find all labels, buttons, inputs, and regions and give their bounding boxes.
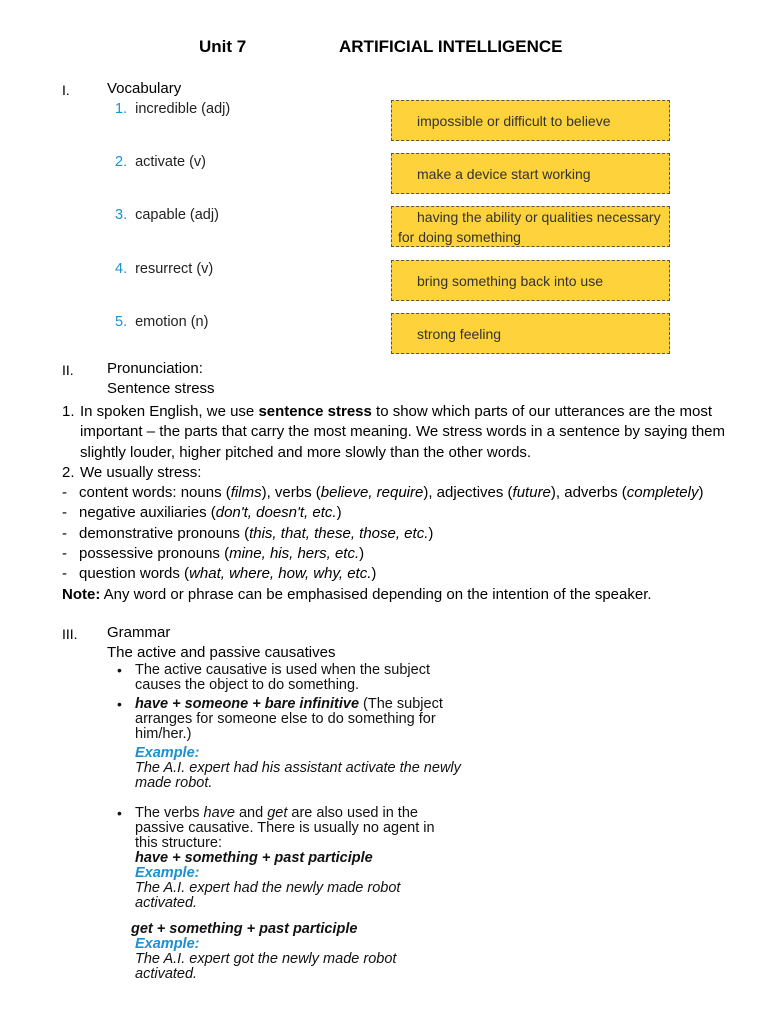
vocab-word-2 bbox=[115, 154, 206, 170]
section-title-vocabulary: Vocabulary bbox=[107, 80, 182, 97]
note-text: Any word or phrase can be emphasised depending on the intention of the speaker. bbox=[100, 585, 652, 603]
pronunciation-point-1: 1. In spoken English, we use sentence stress to show which parts of our utterances are the most important – the parts that carry the most meaning. We stress words in a sentence by saying them slightly louder, higher pitched and more slowly than the other words. bbox=[62, 403, 726, 461]
example-label: Example: bbox=[135, 936, 200, 952]
definition-text: impossible or difficult to believe bbox=[417, 112, 611, 129]
stress-item-negative-auxiliaries: - negative auxiliaries (don't, doesn't, etc.) bbox=[62, 503, 762, 523]
vocab-number: 4. bbox=[115, 261, 128, 277]
stress-item-demonstrative-pronouns: - demonstrative pronouns (this, that, these, those, etc.) bbox=[62, 524, 762, 544]
definition-box-3 bbox=[391, 206, 670, 247]
vocab-word-1 bbox=[115, 101, 230, 117]
definition-box-4 bbox=[391, 260, 670, 301]
grammar-point-have-someone: • have + someone + bare infinitive (The subject arranges for someone else to do something for him/her.) bbox=[117, 696, 443, 742]
vocab-number: 3. bbox=[115, 207, 128, 223]
unit-label: Unit 7 bbox=[199, 37, 247, 56]
list-dash: - bbox=[62, 504, 67, 522]
definition-text: bring something back into use bbox=[417, 272, 603, 289]
section-subtitle-grammar: The active and passive causatives bbox=[107, 644, 336, 661]
formula-have-something: have + something + past participle bbox=[135, 850, 373, 866]
pronunciation-note bbox=[62, 585, 762, 605]
note-label: Note: bbox=[62, 585, 101, 603]
pronunciation-notes bbox=[62, 402, 762, 605]
definition-box-5 bbox=[391, 313, 670, 354]
formula-have-someone: have + someone + bare infinitive bbox=[135, 696, 360, 712]
definition-text: make a device start working bbox=[417, 165, 591, 182]
definition-text: having the ability or qualities necessary for doing something bbox=[398, 208, 661, 245]
grammar-point-get-something: get + something + past participle Example: The A.I. expert got the newly made robot activated. bbox=[131, 921, 397, 982]
section-number-grammar: III. bbox=[62, 626, 78, 642]
example-label: Example: bbox=[135, 865, 200, 881]
vocab-number: 5. bbox=[115, 314, 128, 330]
bullet: • bbox=[117, 662, 122, 678]
vocab-number: 1. bbox=[115, 101, 128, 117]
section-title-pronunciation: Pronunciation: bbox=[107, 360, 203, 377]
page-title: ARTIFICIAL INTELLIGENCE bbox=[339, 37, 563, 56]
definition-box-1 bbox=[391, 100, 670, 141]
example-1: Example: The A.I. expert had his assistant activate the newly made robot. bbox=[135, 745, 461, 791]
point-number: 2. bbox=[62, 463, 75, 481]
list-dash: - bbox=[62, 524, 67, 542]
bullet: • bbox=[117, 805, 122, 821]
section-number-pronunciation: II. bbox=[62, 362, 74, 378]
vocab-term: incredible (adj) bbox=[135, 101, 231, 117]
vocab-term: activate (v) bbox=[135, 154, 207, 170]
section-title-grammar: Grammar bbox=[107, 624, 171, 641]
grammar-point-passive-causative: • The verbs have and get are also used in the passive causative. There is usually no agent in this structure: have + something + past participle Example: The A.I. expert had the newly made robot activated. bbox=[117, 805, 435, 911]
pronunciation-point-2: 2. We usually stress: bbox=[62, 463, 762, 483]
vocab-term: capable (adj) bbox=[135, 207, 219, 223]
definition-box-2 bbox=[391, 153, 670, 194]
stress-item-possessive-pronouns: - possessive pronouns (mine, his, hers, etc.) bbox=[62, 544, 762, 564]
point-number: 1. bbox=[62, 403, 75, 420]
list-dash: - bbox=[62, 565, 67, 583]
section-number-vocabulary: I. bbox=[62, 82, 70, 98]
section-subtitle-pronunciation: Sentence stress bbox=[107, 380, 215, 397]
sentence-stress-term: sentence stress bbox=[258, 403, 372, 420]
formula-get-something: get + something + past participle bbox=[131, 921, 358, 937]
vocab-word-4 bbox=[115, 261, 213, 277]
stress-item-content-words: - content words: nouns (films), verbs (believe, require), adjectives (future), adverbs (completely) bbox=[62, 483, 762, 503]
stress-item-question-words: - question words (what, where, how, why, etc.) bbox=[62, 564, 762, 584]
vocab-word-3 bbox=[115, 207, 219, 223]
example-label: Example: bbox=[135, 745, 200, 761]
vocab-term: resurrect (v) bbox=[135, 261, 214, 277]
vocab-word-5 bbox=[115, 314, 208, 330]
definition-text: strong feeling bbox=[417, 325, 502, 342]
list-dash: - bbox=[62, 484, 67, 502]
grammar-point-active-causative: • The active causative is used when the subject causes the object to do something. bbox=[117, 662, 430, 693]
bullet: • bbox=[117, 696, 122, 712]
vocab-number: 2. bbox=[115, 154, 128, 170]
vocab-term: emotion (n) bbox=[135, 314, 209, 330]
list-dash: - bbox=[62, 545, 67, 563]
